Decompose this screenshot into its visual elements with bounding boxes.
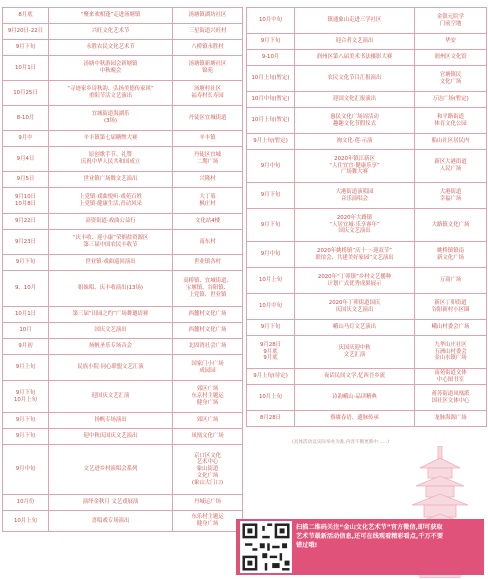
row-location: 京口区文化 艺术中心 象山街道 文化广场 (象山大门口) bbox=[173, 445, 243, 495]
table-row bbox=[3, 8, 243, 24]
row-date: 9月上旬 bbox=[3, 355, 49, 381]
row-location: 丹徒区宜城 二期广场 bbox=[173, 147, 243, 172]
table-row bbox=[3, 40, 243, 56]
row-date: 10月份 bbox=[3, 495, 49, 511]
table-row bbox=[3, 214, 243, 230]
table-row bbox=[3, 24, 243, 40]
row-activity: 2020年姚桥镇“庆十一·迎双节” 联谊会、共建美好家园”文艺演出 bbox=[295, 242, 415, 268]
row-activity: 夜话民间文学,忆西吾乡流 bbox=[295, 369, 415, 385]
row-location: 南东村 bbox=[173, 230, 243, 255]
row-date: 9月23日 bbox=[3, 230, 49, 255]
row-location: 郊区广场 东京村主题运 健身广场 bbox=[173, 381, 243, 413]
table-row bbox=[247, 50, 487, 66]
row-activity: 润州区第八届美术书法摄影大赛 bbox=[295, 50, 415, 66]
table-row bbox=[3, 255, 243, 271]
row-date: 10月1日 bbox=[3, 56, 49, 81]
row-date: 9月上旬(暂定) bbox=[247, 134, 295, 150]
row-activity: 峨山马灯文艺演出 bbox=[295, 320, 415, 336]
table-row bbox=[247, 209, 487, 242]
row-activity: 蔡赓春语、遗脉传承 bbox=[295, 411, 415, 427]
row-date: 10月中旬 bbox=[247, 8, 295, 34]
row-date: 9月上旬(待定) bbox=[247, 369, 295, 385]
row-date: 10月1日 bbox=[3, 307, 49, 323]
table-row bbox=[3, 413, 243, 429]
schedule-table-right bbox=[246, 7, 487, 427]
row-location: 西麓村文化广场 bbox=[173, 323, 243, 339]
row-activity: 民族小院·同心联盟文艺汇演 bbox=[49, 355, 173, 381]
row-location: 北固湾社会广场 bbox=[173, 339, 243, 355]
row-location: 三星街道兴旺村 bbox=[173, 24, 243, 40]
row-date: 9月下旬 bbox=[247, 320, 295, 336]
row-date: 9月下旬 10月上旬 bbox=[3, 381, 49, 413]
row-activity: 惠民文化广场周活动 趣趣文化节假仪式 bbox=[295, 108, 415, 134]
row-location: 文化站4楼 bbox=[173, 214, 243, 230]
row-date: 9月中旬 bbox=[247, 242, 295, 268]
qr-code-icon[interactable] bbox=[240, 521, 292, 573]
row-location: 新区丁卯街道 谷阳新村小区圈 bbox=[415, 294, 487, 320]
row-location: 兴隆村 bbox=[173, 172, 243, 188]
table-row bbox=[3, 339, 243, 355]
table-row bbox=[247, 150, 487, 183]
row-date: 10月上旬(暂定) bbox=[247, 66, 295, 92]
row-date: 10月上旬(暂定) bbox=[247, 108, 295, 134]
table-row bbox=[247, 411, 487, 427]
row-date: 10月25日 bbox=[3, 81, 49, 106]
row-location: 万商广场 bbox=[415, 268, 487, 294]
table-row bbox=[247, 369, 487, 385]
row-date: 8-10月 bbox=[3, 106, 49, 131]
row-activity: 农民文化节目汇报演出 bbox=[295, 66, 415, 92]
row-activity: 淘文化·莲·示演 bbox=[295, 134, 415, 150]
row-activity: 文艺进乡村演唱会系列 bbox=[49, 445, 173, 495]
row-location: 西麓村文化广场 bbox=[173, 307, 243, 323]
table-row bbox=[247, 242, 487, 268]
row-date: 9月初 bbox=[3, 339, 49, 355]
table-row bbox=[3, 271, 243, 307]
row-location: 华安 bbox=[415, 34, 487, 50]
row-date: 9月下旬 bbox=[247, 34, 295, 50]
row-activity: 迎合者文艺演出 bbox=[295, 34, 415, 50]
row-date: 9月下旬 bbox=[247, 183, 295, 209]
table-row bbox=[3, 131, 243, 147]
row-activity: 原创歌手节、礼赞 庆祝中华人民共和国成立 bbox=[49, 147, 173, 172]
row-location: 润州区文化馆 bbox=[415, 50, 487, 66]
row-activity: 国庆文艺演出 bbox=[49, 323, 173, 339]
row-date: 10月上旬 bbox=[247, 385, 295, 411]
table-row bbox=[3, 381, 243, 413]
row-location: 大路镇文化广场 bbox=[415, 209, 487, 242]
row-location: 世业镇各村 bbox=[173, 255, 243, 271]
row-activity: 宜城街道海湖乐 (3场) bbox=[49, 106, 173, 131]
table-row bbox=[247, 134, 487, 150]
table-row bbox=[247, 294, 487, 320]
row-date: 10月中旬 bbox=[247, 294, 295, 320]
table-row bbox=[3, 323, 243, 339]
row-activity: 永胜农民文化艺术节 bbox=[49, 40, 173, 56]
row-activity: 诗韵峨山·品读精典 bbox=[295, 385, 415, 411]
table-row bbox=[247, 34, 487, 50]
row-date: 9月中旬 bbox=[247, 150, 295, 183]
row-activity: “庆丰收、迎小康”荣炳盐资源区 第三届中国农民丰收节 bbox=[49, 230, 173, 255]
row-location: 万达广场(暂定) bbox=[415, 92, 487, 108]
table-row bbox=[3, 429, 243, 445]
row-date: 9月中 bbox=[3, 131, 49, 147]
row-activity: 迎国庆文艺汇演 bbox=[49, 381, 173, 413]
table-row bbox=[3, 511, 243, 532]
row-location: 东乐村主题运 健身广场 bbox=[173, 511, 243, 532]
row-date: 10月 bbox=[3, 323, 49, 339]
row-location: 凤凰文化广场 bbox=[173, 429, 243, 445]
row-activity: 姐妹唱、庆丰收演出(13场) bbox=[49, 271, 173, 307]
row-date: 9月5日 bbox=[3, 172, 49, 188]
row-date: 8月28日 bbox=[247, 411, 295, 427]
table-row bbox=[247, 108, 487, 134]
table-row bbox=[247, 385, 487, 411]
row-activity: “聚来欢相逢”走进汤塘镇 bbox=[49, 8, 173, 24]
row-activity: 高资街道·戏曲公益行 bbox=[49, 214, 173, 230]
row-location: 船山社区居民内 bbox=[415, 134, 487, 150]
table-row bbox=[3, 81, 243, 106]
row-date: 9、10月 bbox=[3, 271, 49, 307]
table-row bbox=[3, 172, 243, 188]
row-location: 丹城运广场 bbox=[173, 495, 243, 511]
row-date: 9-10月 bbox=[247, 50, 295, 66]
row-activity: 演绎金秋月 文艺戏展演 bbox=[49, 495, 173, 511]
row-activity: 汤塘中秋游园会新塘镇 中秋晚会 bbox=[49, 56, 173, 81]
row-date: 9月下旬 bbox=[3, 40, 49, 56]
row-location: 南苑街道文体 中心图书室 bbox=[415, 369, 487, 385]
table-row bbox=[3, 188, 243, 214]
row-location: 汤塘镇湖坊社区 bbox=[173, 8, 243, 24]
row-activity: 庆国庆迎中秋 文艺汇演 bbox=[295, 336, 415, 369]
table-row bbox=[3, 355, 243, 381]
row-activity: 大港街道演唱园 音乐演唱会 bbox=[295, 183, 415, 209]
row-location: 龙脉海源广场 bbox=[415, 411, 487, 427]
row-location: 高桥镇、宜城街道、 宝堰镇、谷阳镇、 上党镇、世业镇 bbox=[173, 271, 243, 307]
row-location: 九华山庄社区 五洲山村委会 金山水镇广场 bbox=[415, 336, 487, 369]
row-date: 10月中旬(暂定) bbox=[247, 92, 295, 108]
row-activity: 镇通象山走进三学社区 bbox=[295, 8, 415, 34]
row-activity: 兴旺文化艺术节 bbox=[49, 24, 173, 40]
table-row bbox=[3, 495, 243, 511]
row-date: 9月下旬 bbox=[247, 209, 295, 242]
row-location: 八桥镇永胜村 bbox=[173, 40, 243, 56]
row-date: 9月下旬 bbox=[3, 429, 49, 445]
row-activity: 扬帆圣乐专场音会 bbox=[49, 339, 173, 355]
row-date: 10月上旬 bbox=[247, 268, 295, 294]
row-activity: “寻迹家乡诗秋韵、弘扬美德传家风” 重阳节活文艺演出 bbox=[49, 81, 173, 106]
row-activity: 上党镇·戏曲悦听·戏苑百姓 上党镇·健康生活,青动风采 bbox=[49, 188, 173, 214]
table-row bbox=[3, 106, 243, 131]
table-row bbox=[3, 307, 243, 323]
row-location: 金银元院学 门前空地 bbox=[415, 8, 487, 34]
table-row bbox=[3, 147, 243, 172]
table-row bbox=[247, 336, 487, 369]
row-location: 国家门小广场 成园园 bbox=[173, 355, 243, 381]
row-activity: 辛丰镇第七届糖牌大赛 bbox=[49, 131, 173, 147]
row-location: 新区大港街道 人民广场 bbox=[415, 150, 487, 183]
row-activity: 喜唱戏专场演出 bbox=[49, 511, 173, 532]
row-location: 姚桥镇镇南 新文化广场 bbox=[415, 242, 487, 268]
row-date: 10月上旬 bbox=[3, 511, 49, 532]
row-activity: 2020年大路镇 “人居宜城·乐享睿年” 国庆文艺演出 bbox=[295, 209, 415, 242]
schedule-note: (具体活动以实际举办为准,内容不断更新中……) bbox=[292, 440, 389, 445]
row-activity: 迎中秋庆国庆文艺演出 bbox=[49, 429, 173, 445]
row-location: 辛丰镇 bbox=[173, 131, 243, 147]
row-activity: 2020年镇江新区 “人住宜宜·健康乐享” 广场舞大赛 bbox=[295, 150, 415, 183]
row-date: 9月22日 bbox=[3, 214, 49, 230]
row-activity: 世业镇广场舞文艺演出 bbox=[49, 172, 173, 188]
row-activity: 2020年“丁卯镇”乡村文艺播种 计划广式优秀成果展示 bbox=[295, 268, 415, 294]
table-row bbox=[3, 445, 243, 495]
schedule-table-left bbox=[2, 7, 243, 532]
row-location: 和平路街道 体育文化公园 bbox=[415, 108, 487, 134]
row-location: 郊区广场 bbox=[173, 413, 243, 429]
row-location: 汤塘镇新塘社区 锦苑 bbox=[173, 56, 243, 81]
row-location: 蒋苏街道凤凰派 国社区文体中心 bbox=[415, 385, 487, 411]
row-location: 官塘镇民 文化广场 bbox=[415, 66, 487, 92]
row-date: 9月28日 9月底 9月底 bbox=[247, 336, 295, 369]
table-row bbox=[247, 320, 487, 336]
footer-text: 扫描二维码关注“金山文化艺术节”官方微信,即可获取艺术节最新活动信息,还可在线观看精彩看点,千万不要错过哦! bbox=[296, 524, 444, 549]
row-location: 丹徒区宜城街道 bbox=[173, 106, 243, 131]
row-date: 8月底 bbox=[3, 8, 49, 24]
table-row bbox=[247, 268, 487, 294]
table-row bbox=[247, 92, 487, 108]
row-location: 大丁墓 枫庄村 bbox=[173, 188, 243, 214]
row-activity: 迎国文化汇报演出 bbox=[295, 92, 415, 108]
row-date: 9月20日-22日 bbox=[3, 24, 49, 40]
row-activity: 扬帆专场演出 bbox=[49, 413, 173, 429]
row-date: 9月中旬 bbox=[3, 445, 49, 495]
row-date: 9月下旬 bbox=[3, 255, 49, 271]
table-row bbox=[3, 230, 243, 255]
row-date: 9月下旬 bbox=[3, 413, 49, 429]
row-location: 汤塘村社区 福寿村长寿园 bbox=[173, 81, 243, 106]
row-activity: 世业镇·戏曲巡回演出 bbox=[49, 255, 173, 271]
table-row bbox=[247, 8, 487, 34]
table-row bbox=[247, 183, 487, 209]
row-date: 9月10日 10月8日 bbox=[3, 188, 49, 214]
table-row bbox=[247, 66, 487, 92]
row-location: 大港街道 幸福广场 bbox=[415, 183, 487, 209]
row-activity: 2020年丁卯街道国庆 庆国庆文艺演出 bbox=[295, 294, 415, 320]
row-date: 9月4日 bbox=[3, 147, 49, 172]
table-row bbox=[3, 56, 243, 81]
row-activity: 第三届“田园之约”广场舞邀请赛 bbox=[49, 307, 173, 323]
row-location: 峨山村委会广场 bbox=[415, 320, 487, 336]
